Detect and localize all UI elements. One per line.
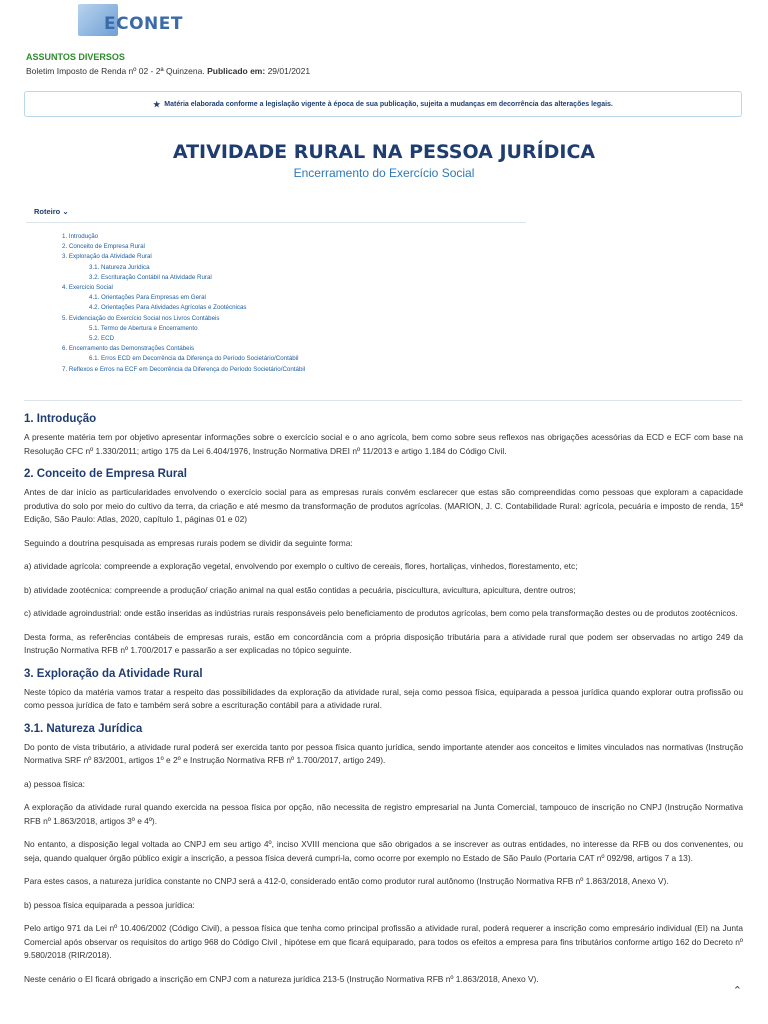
section-heading: 3. Exploração da Atividade Rural [24,667,203,680]
paragraph: Pelo artigo 971 da Lei nº 10.406/2002 (Código Civil), a pessoa física que tenha como principal profissão a atividade rural, poderá requerer a inscrição como empresário individual (EI) na Junta Comercial após observar os requisitos do artigo 968 do Código Civil , hipótese em que ficará equiparado, para todos os efeitos a empresa para fins tributários conforme artigo 162 do Decreto nº 9.580/2018 (RIR/2018). [24,923,743,960]
logo-text: ECONET [104,14,183,34]
paragraph: a) pessoa física: [24,778,85,789]
category-label: ASSUNTOS DIVERSOS [26,52,125,62]
legislation-notice [24,91,742,117]
toc-link[interactable]: 6.1. Erros ECD em Decorrência da Diferença do Período Societário/Contábil [89,355,299,363]
notice-text: Matéria elaborada conforme a legislação vigente à época de sua publicação, sujeita a mudanças em decorrência das alterações legais. [164,100,613,108]
subsection-heading: 3.1. Natureza Jurídica [24,722,143,735]
paragraph: b) atividade zootécnica: compreende a produção/ criação animal na qual estão contidas a pecuária, piscicultura, avicultura, apicultura, dentre outros; [24,584,576,595]
toc-link[interactable]: 5. Evidenciação do Exercício Social nos Livros Contábeis [62,314,220,322]
toc-link[interactable]: 7. Reflexos e Erros na ECF em Decorrência da Diferença do Período Societário/Contábil [62,365,306,373]
toc-link[interactable]: 2. Conceito de Empresa Rural [62,243,145,251]
chevron-up-icon: ⌃ [732,985,742,997]
bulletin-name: Boletim Imposto de Renda nº 02 - 2ª Quinzena. [26,66,205,76]
content-divider [24,400,742,401]
paragraph: b) pessoa física equiparada a pessoa jurídica: [24,899,195,910]
paragraph: A presente matéria tem por objetivo apresentar informações sobre o exercício social e o ano agrícola, bem como sobre seus reflexos nas obrigações acessórias da ECD e ECF com base na Resolução CFC nº 1.330/2011; artigo 175 da Lei 6.404/1976, Instrução Normativa DREI nº 11/2013 e artigo 1.184 do Código Civil. [24,432,743,456]
published-label: Publicado em: [207,66,266,76]
published-date: 29/01/2021 [267,66,311,76]
chevron-down-icon: ⌄ [62,207,69,216]
paragraph: c) atividade agroindustrial: onde estão inseridas as indústrias rurais responsáveis pelo beneficiamento de produtos agrícolas, bem como pela transformação destes ou de produtos zootécnicos. [24,608,738,618]
star-icon: ★ [153,99,161,109]
paragraph: Para estes casos, a natureza jurídica constante no CNPJ será a 412-0, considerado então como produtor rural autônomo (Instrução Normativa RFB nº 1.863/2018, Anexo V). [24,876,669,886]
econet-logo[interactable] [78,4,208,38]
paragraph: No entanto, a disposição legal voltada ao CNPJ em seu artigo 4º, inciso XVIII menciona que são obrigados a se inscrever as outras entidades, no interesse da RFB ou dos convenentes, ou seja, quando qualquer órgão público exigir a inscrição, a pessoa física deverá cumpri-la, como ocorre por exemplo no Estado de São Paulo (Portaria CAT nº 092/98, artigos 7 a 13). [24,839,743,863]
toc-link[interactable]: 3.2. Escrituração Contábil na Atividade Rural [89,273,212,281]
paragraph: Desta forma, as referências contábeis de empresas rurais, estão em concordância com a própria disposição tributária para a atividade rural que podem ser observadas no artigo 249 da Instrução Normativa RFB nº 1.700/2017 e passarão a ser explicadas no tópico seguinte. [24,631,743,655]
toc-link[interactable]: 1. Introdução [62,233,99,240]
bulletin-meta [26,66,310,76]
roteiro-toggle[interactable] [34,207,69,216]
paragraph: Neste cenário o EI ficará obrigado a inscrição em CNPJ com a natureza jurídica 213-5 (Instrução Normativa RFB nº 1.863/2018, Anexo V). [24,973,539,984]
paragraph: Seguindo a doutrina pesquisada as empresas rurais podem se dividir da seguinte forma: [24,537,353,548]
toc-link[interactable]: 5.1. Termo de Abertura e Encerramento [89,324,198,332]
toc-link[interactable]: 4.2. Orientações Para Atividades Agrícolas e Zootécnicas [89,304,247,312]
toc-link[interactable]: 3.1. Natureza Jurídica [89,263,150,271]
paragraph: Neste tópico da matéria vamos tratar a respeito das possibilidades da exploração da atividade rural, seja como pessoa física, equiparada a pessoa jurídica quando explorar outra profissão ou como pessoa jurídica de fato e também será sobre a escrituração contábil para a atividade rural. [24,686,743,710]
section-heading: 1. Introdução [24,413,97,425]
paragraph: Antes de dar início as particularidades envolvendo o exercício social para as empresas rurais convém esclarecer que estas são compreendidas como pessoas que exploram a capacidade produtiva do solo por meio do cultivo da terra, da criação e até mesmo da transformação de produtos agrícolas. (MARION, J. C. Contabilidade Rural: agrícola, pecuária e imposto de renda, 15ª Edição, São Paulo: Atlas, 2020, capítulo 1, páginas 01 e 02) [24,487,743,524]
section-heading: 2. Conceito de Empresa Rural [24,468,187,480]
page-subtitle: Encerramento do Exercício Social [293,166,475,180]
article-body [24,413,743,996]
page-title: ATIVIDADE RURAL NA PESSOA JURÍDICA [172,141,596,163]
toc-link[interactable]: 3. Exploração da Atividade Rural [62,253,152,261]
table-of-contents [62,232,462,375]
roteiro-divider [26,222,526,223]
paragraph: Do ponto de vista tributário, a atividade rural poderá ser exercida tanto por pessoa física quanto jurídica, sendo importante atender aos conceitos e limites vinculados nas normativas (Instrução Normativa SRF nº 83/2001, artigos 1º e 2º e Instrução Normativa RFB nº 1.700/2017, artigo 249). [24,741,743,765]
toc-link[interactable]: 5.2. ECD [89,335,115,343]
toc-link[interactable]: 4. Exercício Social [62,284,113,292]
paragraph: A exploração da atividade rural quando exercida na pessoa física por opção, não necessita de registro empresarial na Junta Comercial, tampouco de inscrição no CNPJ (Instrução Normativa RFB nº 1.863/2018, artigos 3º e 4º). [24,802,743,826]
toc-link[interactable]: 6. Encerramento das Demonstrações Contábeis [62,345,195,353]
scroll-top-button[interactable] [733,984,742,997]
toc-link[interactable]: 4.1. Orientações Para Empresas em Geral [89,294,206,302]
roteiro-label: Roteiro [34,207,61,216]
paragraph: a) atividade agrícola: compreende a exploração vegetal, envolvendo por exemplo o cultivo de cereais, flores, hortaliças, vinhedos, florestamento, etc; [24,561,578,571]
